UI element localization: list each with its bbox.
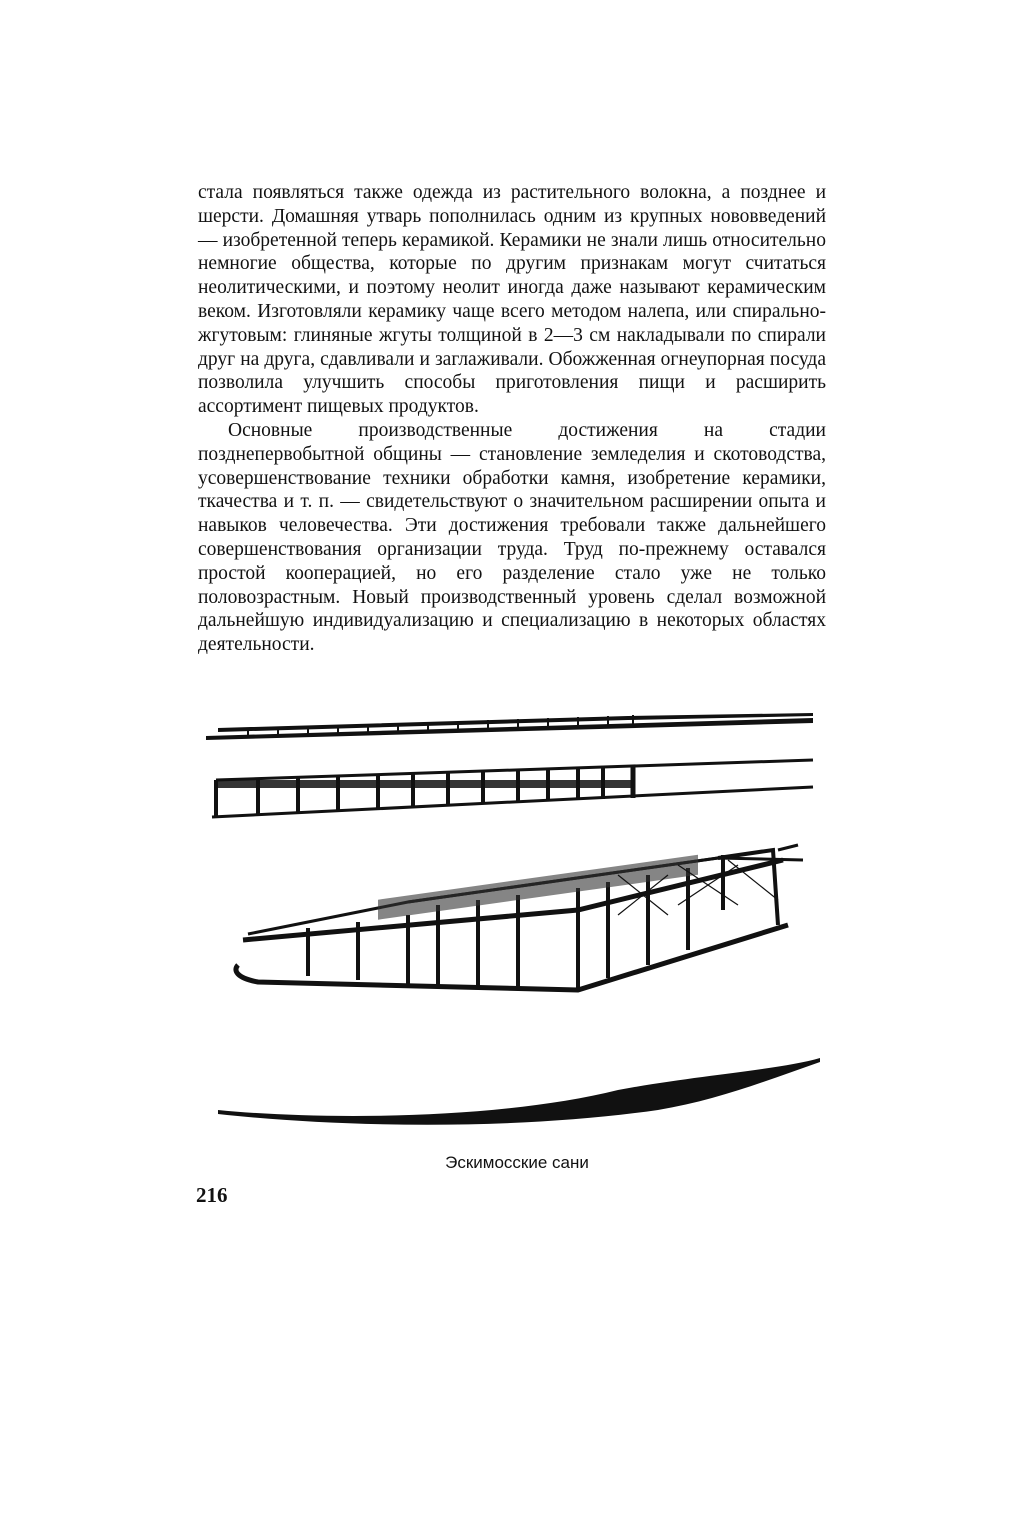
paragraph-1: стала появляться также одежда из растительного волокна, а позднее и шерсти. Домашняя утварь пополнилась одним из крупных нововведений — изобретенной теперь керамикой. Керамики не знали лишь относительно немногие общества, которые по другим признакам могут считаться неолитическими, и поэтому неолит иногда даже называют керамическим веком. Изготовляли керамику чаще всего методом налепа, или спирально-жгутовым: глиняные жгуты толщиной в 2—3 см накладывали по спирали друг на друга, сдавливали и заглаживали. Обожженная огнеупорная посуда позволила улучшить способы приготовления пищи и расширить ассортимент пищевых продуктов.	[198, 182, 826, 418]
paragraph-2: Основные производственные достижения на стадии позднепервобытной общины — становление земледелия и скотоводства, усовершенствование техники обработки камня, изобретение керамики, ткачества и т. п. — свидетельствуют о значительном расширении опыта и навыков человечества. Эти достижения требовали также дальнейшего совершенствования организации труда. Труд по-прежнему оставался простой кооперацией, но его разделение стало уже не только половозрастным. Новый производственный уровень сделал возможной дальнейшую индивидуализацию и специализацию в некоторых областях деятельности.	[198, 419, 826, 656]
sled-top-view	[206, 713, 813, 740]
sled-runner-silhouette	[218, 1058, 820, 1125]
sled-perspective-view	[236, 845, 803, 990]
sled-side-view	[212, 760, 813, 817]
figure-caption: Эскимосские сани	[445, 1153, 589, 1172]
page-number: 216	[196, 1183, 228, 1207]
body-text	[198, 181, 826, 657]
sled-illustration	[198, 700, 828, 1130]
